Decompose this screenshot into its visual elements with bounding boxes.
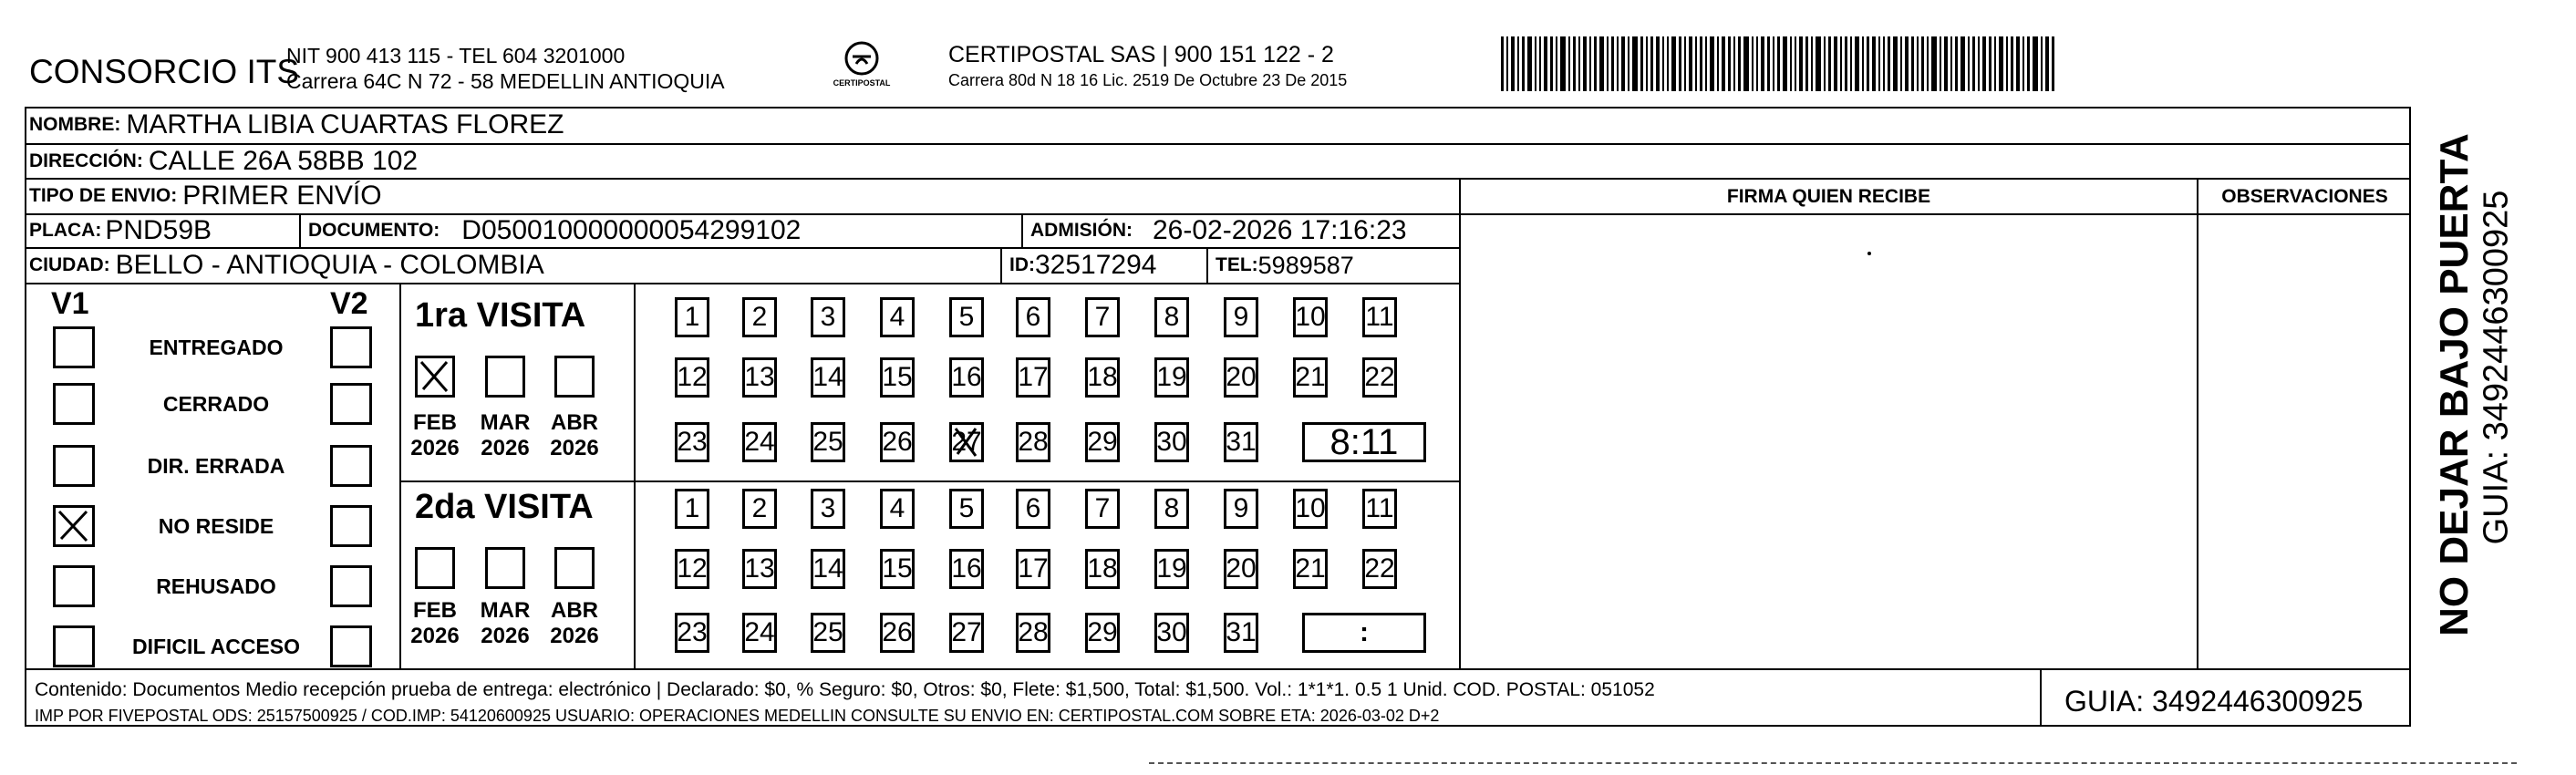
day-box[interactable]: 31 (1224, 613, 1258, 653)
v1-checkbox[interactable] (53, 445, 95, 487)
barcode-bar (1917, 36, 1919, 91)
barcode-bar (1679, 36, 1681, 91)
barcode-bar (1850, 36, 1852, 91)
day-box[interactable]: 9 (1224, 297, 1258, 337)
month-name: ABR (551, 598, 598, 623)
barcode-bar (1522, 36, 1525, 91)
barcode-bar (1968, 36, 1970, 91)
barcode-bar (1617, 36, 1619, 91)
barcode-bar (1982, 36, 1986, 91)
barcode-bar (1539, 36, 1541, 91)
barcode-bar (1955, 36, 1958, 91)
barcode-bar (2011, 36, 2013, 91)
v1-checkbox[interactable] (53, 383, 95, 425)
v1-checkbox[interactable] (53, 505, 95, 547)
barcode-bar (2052, 36, 2054, 91)
barcode-bar (2045, 36, 2049, 91)
barcode-bar (1656, 36, 1660, 91)
barcode-bar (1589, 36, 1591, 91)
day-box[interactable]: 12 (675, 549, 709, 589)
day-box[interactable]: 25 (811, 422, 845, 462)
barcode-bar (1761, 36, 1764, 91)
barcode-bar (1594, 36, 1597, 91)
barcode-bar (1994, 36, 1996, 91)
month-checkbox-mar[interactable] (485, 547, 525, 589)
barcode-bar (1646, 36, 1648, 91)
barcode-bar (1878, 36, 1880, 91)
barcode-bar (1834, 36, 1837, 91)
time-box[interactable]: : (1302, 613, 1426, 653)
barcode (1501, 36, 2203, 91)
day-box[interactable]: 10 (1293, 297, 1328, 337)
barcode-bar (1560, 36, 1566, 91)
company-name: CONSORCIO ITS (29, 53, 300, 90)
barcode-bar (1811, 36, 1813, 91)
carrier-name: CERTIPOSTAL SAS | 900 151 122 - 2 (948, 42, 1334, 67)
month-year: 2026 (481, 624, 530, 648)
placa-label: PLACA: (29, 220, 102, 241)
day-box[interactable]: 28 (1016, 613, 1050, 653)
day-box[interactable]: 19 (1154, 357, 1189, 398)
ciudad-value: BELLO - ANTIOQUIA - COLOMBIA (115, 250, 544, 280)
day-box[interactable]: 24 (742, 613, 777, 653)
month-year: 2026 (410, 624, 460, 648)
barcode-bar (1862, 36, 1864, 91)
day-box[interactable]: 4 (880, 297, 915, 337)
tipo-envio-value: PRIMER ENVÍO (182, 181, 382, 211)
barcode-bar (1628, 36, 1629, 91)
barcode-bar (1700, 36, 1702, 91)
carrier-address: Carrera 80d N 18 16 Lic. 2519 De Octubre 23 De 2015 (948, 71, 1348, 89)
day-box[interactable]: 12 (675, 357, 709, 398)
v2-checkbox[interactable] (330, 326, 372, 368)
barcode-bar (1640, 36, 1643, 91)
barcode-bar (1960, 36, 1965, 91)
day-box[interactable]: 23 (675, 613, 709, 653)
barcode-bar (1511, 36, 1515, 91)
day-box[interactable]: 13 (742, 357, 777, 398)
day-box[interactable]: 1 (675, 489, 709, 529)
admision-value: 26-02-2026 17:16:23 (1153, 215, 1407, 245)
barcode-bar (1905, 36, 1909, 91)
barcode-bar (1611, 36, 1614, 91)
day-box[interactable]: 22 (1362, 357, 1397, 398)
documento-value: D050010000000054299102 (461, 215, 802, 245)
barcode-bar (1667, 36, 1669, 91)
barcode-bar (1578, 36, 1580, 91)
day-box[interactable]: 15 (880, 357, 915, 398)
barcode-bar (1783, 36, 1787, 91)
barcode-bar (1824, 36, 1826, 91)
month-checkbox-feb[interactable] (415, 356, 455, 398)
barcode-bar (1710, 36, 1714, 91)
barcode-bar (1931, 36, 1937, 91)
barcode-bar (1722, 36, 1725, 91)
side-warning: NO DEJAR BAJO PUERTA (2432, 133, 2477, 636)
barcode-bar (1632, 36, 1638, 91)
barcode-bar (1650, 36, 1653, 91)
barcode-bar (2041, 36, 2043, 91)
barcode-bar (1573, 36, 1576, 91)
month-label (478, 598, 533, 649)
barcode-bar (1872, 36, 1876, 91)
month-name: ABR (551, 410, 598, 435)
barcode-bar (1944, 36, 1948, 91)
barcode-bar (1893, 36, 1898, 91)
barcode-bar (1527, 36, 1532, 91)
month-checkbox-feb[interactable] (415, 547, 455, 589)
day-box[interactable]: 7 (1085, 489, 1120, 529)
day-box[interactable]: 11 (1362, 489, 1397, 529)
side-guia: GUIA: 3492446300925 (2477, 190, 2516, 545)
day-box[interactable]: 29 (1085, 613, 1120, 653)
barcode-bar (1921, 36, 1924, 91)
day-box[interactable]: 22 (1362, 549, 1397, 589)
admision-label: ADMISIÓN: (1030, 220, 1133, 241)
barcode-bar (1888, 36, 1890, 91)
v2-checkbox[interactable] (330, 445, 372, 487)
day-box[interactable]: 26 (880, 422, 915, 462)
day-box[interactable]: 11 (1362, 297, 1397, 337)
day-box[interactable]: 5 (949, 297, 984, 337)
day-box[interactable]: 21 (1293, 549, 1328, 589)
second-visit-title: 2da VISITA (415, 488, 594, 526)
barcode-bar (1927, 36, 1929, 91)
barcode-bar (1684, 36, 1686, 91)
day-box[interactable]: 3 (811, 489, 845, 529)
barcode-bar (1621, 36, 1625, 91)
placa-value: PND59B (105, 215, 212, 245)
v1-checkbox[interactable] (53, 625, 95, 667)
day-box[interactable]: 18 (1085, 357, 1120, 398)
day-box[interactable]: 14 (811, 549, 845, 589)
barcode-bar (1883, 36, 1885, 91)
barcode-bar (1950, 36, 1952, 91)
day-box[interactable]: 6 (1016, 297, 1050, 337)
day-box[interactable]: 26 (880, 613, 915, 653)
day-box[interactable]: 23 (675, 422, 709, 462)
first-visit-title: 1ra VISITA (415, 296, 586, 335)
direccion-value: CALLE 26A 58BB 102 (148, 146, 419, 176)
firma-header: FIRMA QUIEN RECIBE (1726, 186, 1931, 207)
month-checkbox-abr[interactable] (554, 356, 595, 398)
v1-label: V1 (51, 286, 89, 321)
company-nit: NIT 900 413 115 - TEL 604 3201000 (286, 44, 626, 67)
day-box[interactable]: 30 (1154, 613, 1189, 653)
barcode-bar (1845, 36, 1847, 91)
documento-label: DOCUMENTO: (308, 220, 440, 241)
day-box[interactable]: 19 (1154, 549, 1189, 589)
day-box[interactable]: 8 (1154, 489, 1189, 529)
barcode-bar (1767, 36, 1770, 91)
month-name: FEB (413, 598, 457, 623)
day-box[interactable]: 27 (949, 613, 984, 653)
tel-label: TEL: (1216, 254, 1258, 275)
month-label (547, 410, 602, 461)
day-box[interactable]: 17 (1016, 357, 1050, 398)
day-box[interactable]: 17 (1016, 549, 1050, 589)
barcode-bar (1840, 36, 1842, 91)
barcode-bar (1743, 36, 1749, 91)
barcode-bar (1773, 36, 1774, 91)
day-box[interactable]: 16 (949, 549, 984, 589)
month-checkbox-mar[interactable] (485, 356, 525, 398)
status-label: ENTREGADO (149, 336, 284, 359)
barcode-bar (1999, 36, 2003, 91)
day-box[interactable]: 18 (1085, 549, 1120, 589)
month-year: 2026 (550, 624, 599, 648)
day-box[interactable]: 14 (811, 357, 845, 398)
month-label (547, 598, 602, 649)
month-label (408, 410, 462, 461)
barcode-bar (2016, 36, 2020, 91)
barcode-bar (1795, 36, 1796, 91)
month-year: 2026 (481, 436, 530, 460)
day-box[interactable]: 6 (1016, 489, 1050, 529)
time-box[interactable]: 8:11 (1302, 422, 1426, 462)
day-box[interactable]: 21 (1293, 357, 1328, 398)
barcode-bar (1972, 36, 1975, 91)
barcode-bar (1599, 36, 1604, 91)
day-box[interactable]: 10 (1293, 489, 1328, 529)
day-box[interactable]: 16 (949, 357, 984, 398)
certipostal-logo (834, 36, 889, 100)
barcode-bar (1695, 36, 1697, 91)
barcode-bar (1805, 36, 1808, 91)
barcode-bar (1828, 36, 1831, 91)
day-box[interactable]: 29 (1085, 422, 1120, 462)
id-value: 32517294 (1035, 250, 1157, 280)
status-label: NO RESIDE (158, 514, 274, 538)
barcode-bar (1989, 36, 1991, 91)
barcode-bar (1752, 36, 1754, 91)
v1-checkbox[interactable] (53, 326, 95, 368)
barcode-bar (1517, 36, 1519, 91)
barcode-bar (1689, 36, 1692, 91)
barcode-bar (1738, 36, 1741, 91)
month-name: MAR (480, 410, 531, 435)
day-box[interactable]: 13 (742, 549, 777, 589)
day-box[interactable]: 31 (1224, 422, 1258, 462)
status-label: DIR. ERRADA (147, 454, 285, 478)
barcode-bar (2033, 36, 2038, 91)
cut-line (1149, 762, 2517, 764)
nombre-value: MARTHA LIBIA CUARTAS FLOREZ (126, 109, 564, 140)
month-name: MAR (480, 598, 531, 623)
barcode-bar (1550, 36, 1553, 91)
barcode-bar (1705, 36, 1707, 91)
barcode-bar (1790, 36, 1792, 91)
direccion-label: DIRECCIÓN: (29, 150, 143, 171)
barcode-bar (1911, 36, 1914, 91)
day-box[interactable]: 1 (675, 297, 709, 337)
v2-checkbox[interactable] (330, 565, 372, 607)
barcode-bar (1662, 36, 1664, 91)
tel-value: 5989587 (1257, 251, 1354, 279)
day-box[interactable]: 3 (811, 297, 845, 337)
day-box[interactable]: 8 (1154, 297, 1189, 337)
barcode-bar (1544, 36, 1547, 91)
day-box[interactable]: 25 (811, 613, 845, 653)
barcode-bar (1777, 36, 1780, 91)
nombre-label: NOMBRE: (29, 114, 121, 135)
observaciones-header: OBSERVACIONES (2221, 186, 2388, 207)
barcode-bar (1583, 36, 1587, 91)
day-box[interactable]: 5 (949, 489, 984, 529)
barcode-bar (2023, 36, 2024, 91)
day-box[interactable]: 24 (742, 422, 777, 462)
tipo-envio-label: TIPO DE ENVIO: (29, 185, 178, 206)
day-box[interactable]: 4 (880, 489, 915, 529)
logo-text: CERTIPOSTAL (833, 78, 891, 88)
barcode-bar (1568, 36, 1570, 91)
v2-checkbox[interactable] (330, 625, 372, 667)
barcode-bar (1717, 36, 1719, 91)
barcode-bar (1535, 36, 1536, 91)
barcode-bar (1855, 36, 1859, 91)
day-box[interactable]: 9 (1224, 489, 1258, 529)
barcode-bar (1556, 36, 1557, 91)
company-address: Carrera 64C N 72 - 58 MEDELLIN ANTIOQUIA (286, 69, 725, 93)
footer-imp: IMP POR FIVEPOSTAL ODS: 25157500925 / COD.IMP: 54120600925 USUARIO: OPERACIONES MEDELLIN CONSULTE SU ENVIO EN: CERTIPOSTAL.COM SOBRE ETA: 2026-03-02 D+2 (35, 707, 1440, 725)
month-checkbox-abr[interactable] (554, 547, 595, 589)
barcode-bar (1867, 36, 1869, 91)
v2-checkbox[interactable] (330, 505, 372, 547)
signature-mark (1867, 252, 1871, 255)
barcode-bar (1506, 36, 1508, 91)
day-box[interactable]: 7 (1085, 297, 1120, 337)
day-box[interactable]: 2 (742, 489, 777, 529)
barcode-bar (1733, 36, 1735, 91)
footer-content: Contenido: Documentos Medio recepción prueba de entrega: electrónico | Declarado: $0, % Seguro: $0, Otros: $0, Flete: $1,500, Total: $1,500. Vol.: 1*1*1. 0.5 1 Unid. COD. POSTAL: 051052 (35, 679, 1655, 700)
v2-checkbox[interactable] (330, 383, 372, 425)
barcode-bar (1671, 36, 1676, 91)
month-label (478, 410, 533, 461)
v1-checkbox[interactable] (53, 565, 95, 607)
status-label: CERRADO (162, 392, 270, 416)
day-box[interactable]: 28 (1016, 422, 1050, 462)
barcode-bar (1501, 36, 1504, 91)
month-year: 2026 (550, 436, 599, 460)
day-box[interactable]: 15 (880, 549, 915, 589)
barcode-bar (1940, 36, 1941, 91)
barcode-bar (1607, 36, 1609, 91)
id-label: ID: (1009, 254, 1035, 275)
ciudad-label: CIUDAD: (29, 254, 110, 275)
barcode-bar (1816, 36, 1821, 91)
barcode-bar (2006, 36, 2008, 91)
day-box[interactable]: 30 (1154, 422, 1189, 462)
barcode-bar (1799, 36, 1803, 91)
status-label: DIFICIL ACCESO (131, 635, 300, 658)
month-label (408, 598, 462, 649)
month-name: FEB (413, 410, 457, 435)
barcode-bar (2027, 36, 2030, 91)
barcode-bar (1728, 36, 1731, 91)
day-box[interactable]: 2 (742, 297, 777, 337)
month-year: 2026 (410, 436, 460, 460)
barcode-bar (1756, 36, 1758, 91)
day-box[interactable]: 20 (1224, 357, 1258, 398)
day-box[interactable]: 27 (949, 422, 984, 462)
barcode-bar (1978, 36, 1980, 91)
barcode-bar (1900, 36, 1902, 91)
footer-guia: GUIA: 3492446300925 (2064, 685, 2364, 718)
v2-label: V2 (330, 286, 368, 321)
status-label: REHUSADO (156, 574, 276, 598)
day-box[interactable]: 20 (1224, 549, 1258, 589)
